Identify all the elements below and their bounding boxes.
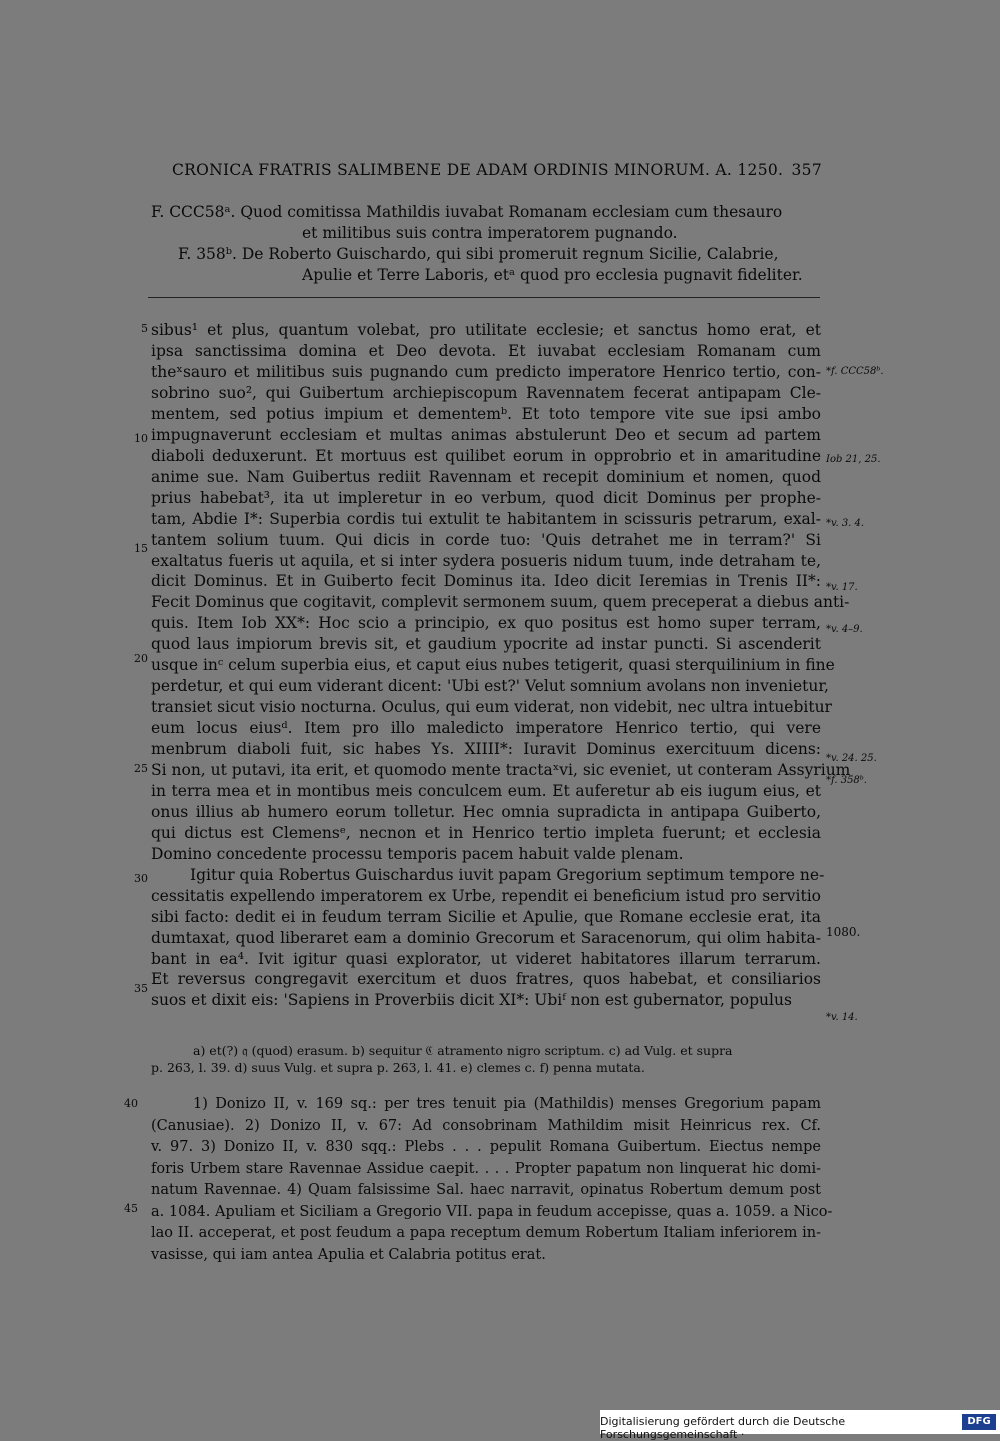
text-line: mentem, sed potius impium et dementemᵇ. Et toto tempore vite sue ipsi ambo [151, 404, 821, 423]
margin-note: *v. 17. [826, 582, 858, 593]
text-line: menbrum diaboli fuit, sic habes Ys. XIIII*: Iuravit Dominus exercituum dicens: [151, 740, 821, 758]
text-line: prius habebat³, ita ut impleretur in eo verbum, quod dicit Dominus per prophe- [151, 488, 821, 507]
running-header [172, 161, 822, 179]
text-line: sibi facto: dedit ei in feudum terram Sicilie et Apulie, que Romane ecclesie erat, ita [151, 907, 821, 926]
page-number: 357 [791, 161, 822, 179]
variant-note: p. 263, l. 39. d) suus Vulg. et supra p. 263, l. 41. e) clemes c. f) penna mutata. [151, 1060, 645, 1075]
text-line: tam, Abdie I*: Superbia cordis tui extulit te habitantem in scissuris petrarum, exal- [151, 509, 821, 528]
text-line: usque inᶜ celum superbia eius, et caput eius nubes tetigerit, quasi sterquilinium in fine [151, 656, 835, 675]
margin-note: *v. 4–9. [826, 624, 863, 635]
footnote-line: 1) Donizo II, v. 169 sq.: per tres tenuit pia (Mathildis) menses Gregorium papam [193, 1096, 821, 1112]
line-number: 40 [124, 1097, 138, 1110]
separator-rule [148, 297, 820, 298]
line-number: 25 [134, 762, 148, 775]
line-number: 5 [141, 322, 148, 335]
rubric-1-cont: et militibus suis contra imperatorem pugnando. [302, 224, 678, 242]
text-line: anime sue. Nam Guibertus rediit Ravennam et recepit dominium et nomen, quod [151, 467, 821, 486]
footer-credit [600, 1410, 1000, 1441]
text-line: exaltatus fueris ut aquila, et si inter sydera posueris nidum tuum, inde detraham te, [151, 551, 821, 570]
text-line: sobrino suo², qui Guibertum archiepiscopum Ravennatem fecerat antipapam Cle- [151, 383, 821, 402]
text-line: qui dictus est Clemensᵉ, necnon et in Henrico tertio impleta fuerunt; et ecclesia [151, 823, 821, 842]
text-line: impugnaverunt ecclesiam et multas animas abstulerunt Deo et secum ad partem [151, 425, 821, 444]
line-number: 45 [124, 1202, 138, 1215]
margin-note-year: 1080. [826, 925, 861, 939]
text-line: in terra mea et in montibus meis conculcem eum. Et auferetur ab eis iugum eius, et [151, 781, 821, 800]
text-line: Et reversus congregavit exercitum et duos fratres, quos habebat, et consiliarios [151, 970, 821, 989]
rubric-2: F. 358ᵇ. De Roberto Guischardo, qui sibi promeruit regnum Sicilie, Calabrie, [178, 245, 779, 263]
footnote-line: natum Ravennae. 4) Quam falsissime Sal. haec narravit, opinatus Robertum demum post [151, 1182, 821, 1198]
text-line: onus illius ab humero eorum tolletur. Hec omnia supradicta in antipapa Guiberto, [151, 802, 821, 821]
text-line: sibus¹ et plus, quantum volebat, pro utilitate ecclesie; et sanctus homo erat, et [151, 321, 821, 339]
margin-note: *v. 24. 25. [826, 753, 877, 764]
line-number: 35 [134, 982, 148, 995]
rubric-1: F. CCC58ᵃ. Quod comitissa Mathildis iuvabat Romanam ecclesiam cum thesauro [151, 203, 783, 221]
text-line: quis. Item Iob XX*: Hoc scio a principio, ex quo positus est homo super terram, [151, 614, 821, 633]
line-number: 30 [134, 872, 148, 885]
margin-note: *v. 3. 4. [826, 518, 865, 529]
rubric-2-cont: Apulie et Terre Laboris, etᵃ quod pro ecclesia pugnavit fideliter. [302, 266, 803, 284]
footer-text: Digitalisierung gefördert durch die Deutsche Forschungsgemeinschaft · [600, 1415, 846, 1441]
line-number: 10 [134, 432, 148, 445]
text-line: cessitatis expellendo imperatorem ex Urbe, rependit ei beneficium istud pro servitio [151, 886, 821, 905]
text-line: transiet sicut visio nocturna. Oculus, qui eum viderat, non videbit, nec ultra intuebitur [151, 698, 832, 717]
footnote-line: vasisse, qui iam antea Apulia et Calabria potitus erat. [151, 1246, 546, 1263]
footnote-line: (Canusiae). 2) Donizo II, v. 67: Ad consobrinam Mathildim misit Heinricus rex. Cf. [151, 1117, 821, 1134]
text-line: dumtaxat, quod liberaret eam a dominio Grecorum et Saracenorum, qui olim habita- [151, 928, 821, 947]
footnote-line: a. 1084. Apuliam et Siciliam a Gregorio VII. papa in feudum accepisse, quas a. 1059. a Nico- [151, 1203, 833, 1220]
footnote-line: lao II. acceperat, et post feudum a papa receptum demum Robertum Italiam inferiorem in- [151, 1225, 821, 1241]
margin-note: *v. 14. [826, 1012, 858, 1023]
text-line: theˣsauro et militibus suis pugnando cum predicto imperatore Henrico tertio, con- [151, 362, 821, 381]
text-line: quod laus impiorum brevis sit, et gaudium ypocrite ad instar puncti. Si ascenderit [151, 635, 821, 654]
dfg-logo: DFG [962, 1414, 996, 1430]
footnote-line: foris Urbem stare Ravennae Assidue caepit. . . . Propter papatum non linquerat hic domi- [151, 1160, 821, 1177]
text-line: bant in ea⁴. Ivit igitur quasi explorator, ut videret habitatores illarum terrarum. [151, 949, 821, 968]
text-line: perdetur, et qui eum viderant dicent: 'Ubi est?' Velut somnium avolans non invenietur, [151, 677, 829, 696]
footnote-line: v. 97. 3) Donizo II, v. 830 sqq.: Plebs . . . pepulit Romana Guibertum. Eiectus nempe [151, 1139, 821, 1155]
margin-note: *f. CCC58ᵇ. [826, 366, 884, 377]
running-title: CRONICA FRATRIS SALIMBENE DE ADAM ORDINIS MINORUM. A. 1250. [172, 161, 784, 179]
margin-note: Iob 21, 25. [826, 454, 881, 465]
text-line: dicit Dominus. Et in Guiberto fecit Dominus ita. Ideo dicit Ieremias in Trenis II*: [151, 572, 821, 591]
text-line: diaboli deduxerunt. Et mortuus est quilibet eorum in opprobrio et in amaritudine [151, 446, 821, 465]
variant-note: a) et(?) 𝔮 (quod) erasum. b) sequitur ℭ atramento nigro scriptum. c) ad Vulg. et supra [193, 1043, 733, 1058]
text-line: Igitur quia Robertus Guischardus iuvit papam Gregorium septimum tempore ne- [190, 865, 825, 884]
margin-note: *f. 358ᵇ. [826, 775, 867, 786]
text-line: ipsa sanctissima domina et Deo devota. Et iuvabat ecclesiam Romanam cum [151, 341, 821, 360]
text-line: suos et dixit eis: 'Sapiens in Proverbiis dicit XI*: Ubiᶠ non est gubernator, populus [151, 991, 792, 1010]
text-line: Domino concedente processu temporis pacem habuit valde plenam. [151, 844, 684, 863]
text-line: tantem solium tuum. Qui dicis in corde tuo: 'Quis detrahet me in terram?' Si [151, 530, 821, 549]
line-number: 20 [134, 652, 148, 665]
line-number: 15 [134, 542, 148, 555]
text-line: Si non, ut putavi, ita erit, et quomodo mente tractaˣvi, sic eveniet, ut conteram Assyrium [151, 761, 851, 779]
text-line: eum locus eiusᵈ. Item pro illo maledicto imperatore Henrico tertio, qui vere [151, 719, 821, 737]
text-line: Fecit Dominus que cogitavit, complevit sermonem suum, quem preceperat a diebus anti- [151, 593, 850, 612]
